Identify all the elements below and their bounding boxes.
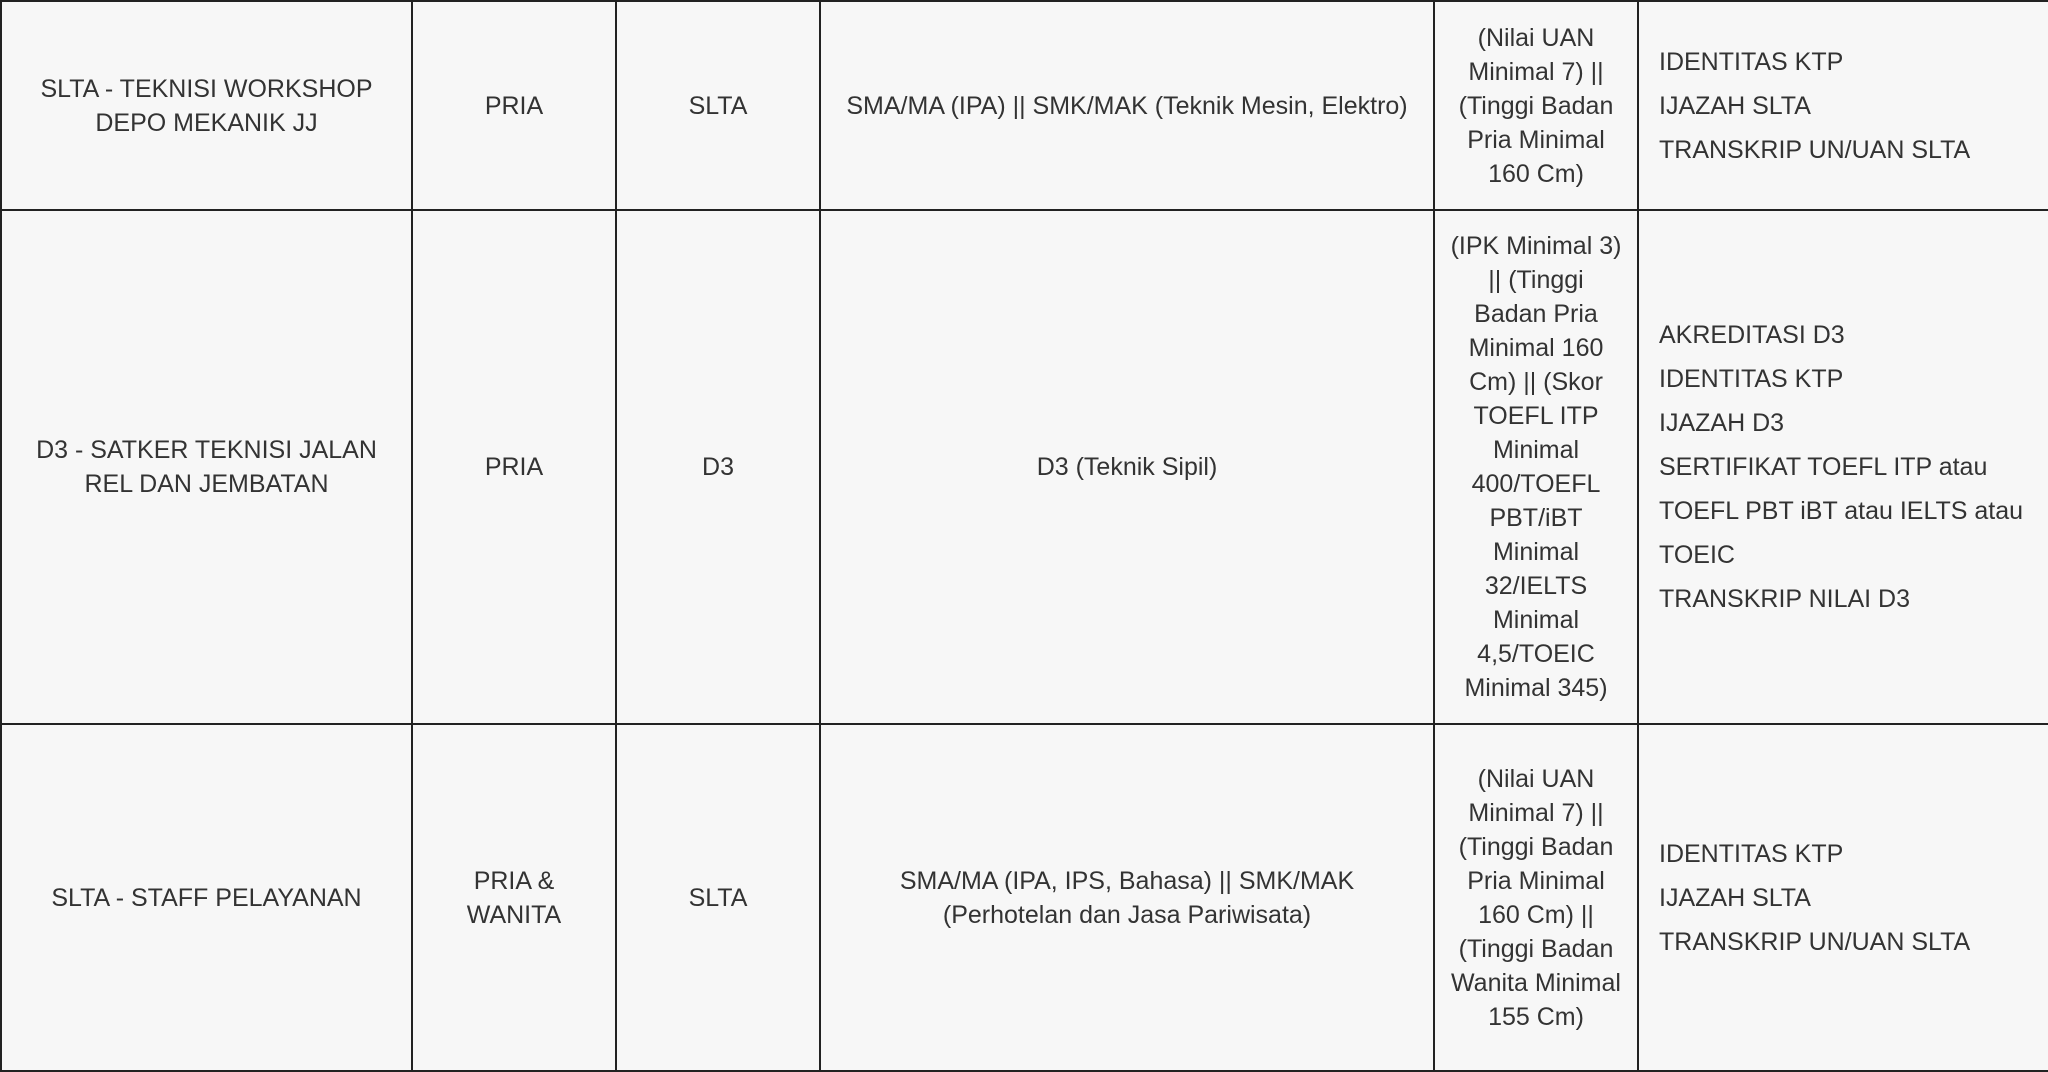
document-item: SERTIFIKAT TOEFL ITP atau TOEFL PBT iBT atau IELTS atau TOEIC	[1659, 453, 2024, 569]
document-item: IDENTITAS KTP	[1659, 47, 1844, 76]
position-cell: SLTA - STAFF PELAYANAN	[1, 724, 412, 1071]
table-row	[1, 724, 2048, 1071]
document-item: IDENTITAS KTP	[1659, 365, 1844, 393]
documents-cell	[1638, 724, 2048, 1071]
document-item: IJAZAH SLTA	[1659, 91, 1811, 120]
requirements-cell: (IPK Minimal 3) || (Tinggi Badan Pria Minimal 160 Cm) || (Skor TOEFL ITP Minimal 400/TOEFL PBT/iBT Minimal 32/IELTS Minimal 4,5/TOEIC Minimal 345)	[1434, 210, 1638, 724]
gender-cell: PRIA	[412, 210, 616, 724]
documents-cell	[1638, 210, 2048, 724]
document-item: IJAZAH D3	[1659, 409, 1785, 437]
major-cell: D3 (Teknik Sipil)	[820, 210, 1434, 724]
document-item: IJAZAH SLTA	[1659, 883, 1811, 912]
document-item: TRANSKRIP UN/UAN SLTA	[1659, 135, 1971, 164]
education-level-cell: SLTA	[616, 1, 820, 210]
gender-cell: PRIA	[412, 1, 616, 210]
documents-cell	[1638, 1, 2048, 210]
document-item: TRANSKRIP NILAI D3	[1659, 585, 1911, 613]
table-row	[1, 210, 2048, 724]
document-item: TRANSKRIP UN/UAN SLTA	[1659, 927, 1971, 956]
major-cell: SMA/MA (IPA, IPS, Bahasa) || SMK/MAK (Perhotelan dan Jasa Pariwisata)	[820, 724, 1434, 1071]
gender-cell: PRIA & WANITA	[412, 724, 616, 1071]
requirements-cell: (Nilai UAN Minimal 7) || (Tinggi Badan Pria Minimal 160 Cm)	[1434, 1, 1638, 210]
education-level-cell: SLTA	[616, 724, 820, 1071]
document-item: IDENTITAS KTP	[1659, 839, 1844, 868]
table-row	[1, 1, 2048, 210]
requirements-cell: (Nilai UAN Minimal 7) || (Tinggi Badan Pria Minimal 160 Cm) || (Tinggi Badan Wanita Minimal 155 Cm)	[1434, 724, 1638, 1071]
education-level-cell: D3	[616, 210, 820, 724]
position-cell: D3 - SATKER TEKNISI JALAN REL DAN JEMBATAN	[1, 210, 412, 724]
document-item: AKREDITASI D3	[1659, 321, 1845, 349]
major-cell: SMA/MA (IPA) || SMK/MAK (Teknik Mesin, Elektro)	[820, 1, 1434, 210]
position-cell: SLTA - TEKNISI WORKSHOP DEPO MEKANIK JJ	[1, 1, 412, 210]
